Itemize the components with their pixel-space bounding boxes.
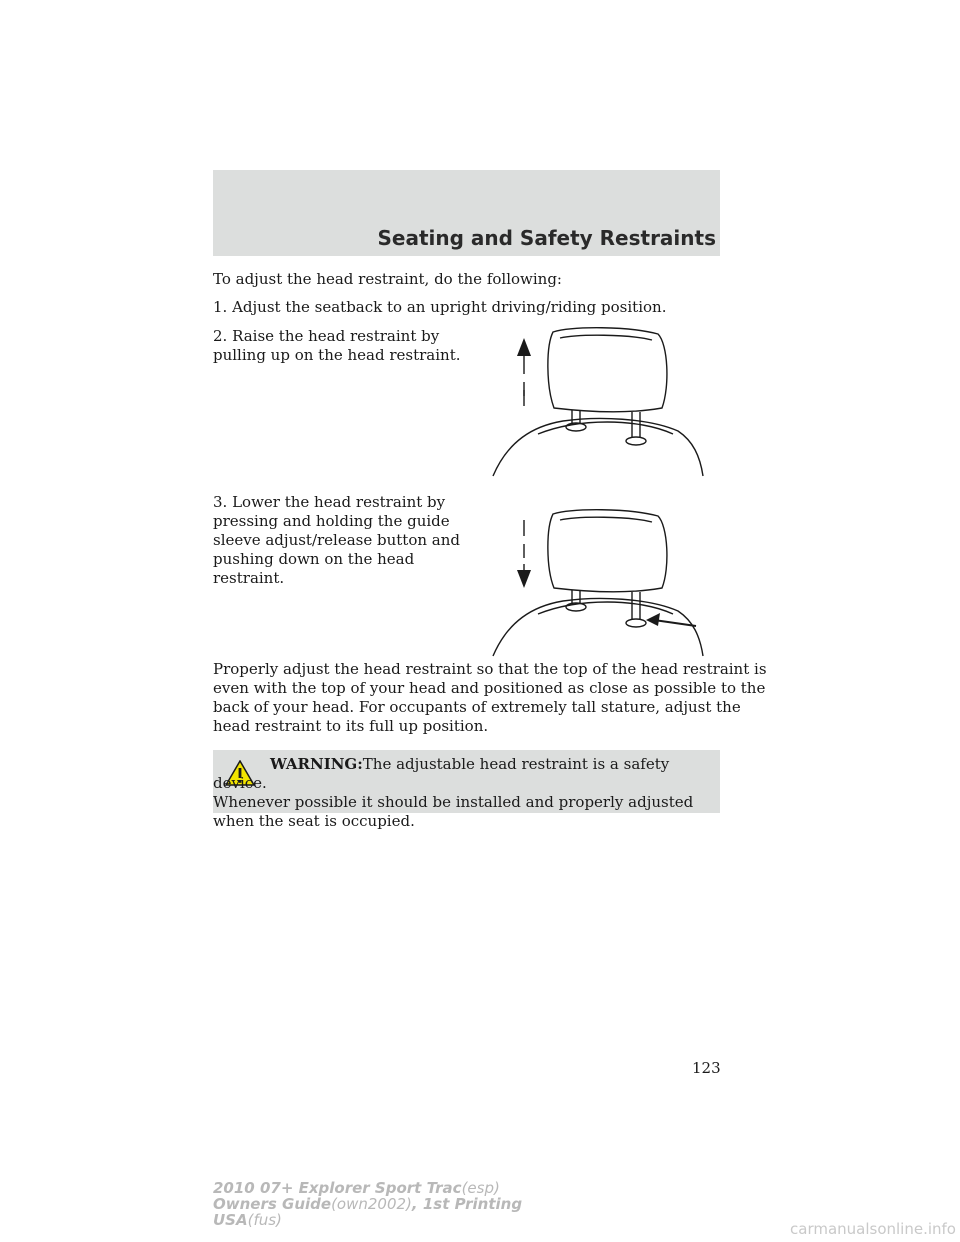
up-arrow-icon [517,338,531,356]
release-button-arrow-icon [646,613,660,626]
footer-printing: , 1st Printing [411,1195,523,1213]
footer-guide-code: (own2002) [331,1195,412,1213]
section-header-band [213,170,720,256]
watermark: carmanualsonline.info [790,1220,956,1238]
intro-text: To adjust the head restraint, do the following: [213,270,562,288]
warning-text: The adjustable head restraint is a safety device. Whenever possible it should be installed and properly adjusted when the seat is occupied. [213,755,694,830]
section-title: Seating and Safety Restraints [377,226,716,250]
raise-head-restraint-illustration [488,326,708,478]
document-footer [213,1180,522,1228]
warning-text-block [213,755,708,831]
adjustment-paragraph: Properly adjust the head restraint so that the top of the head restraint is even with the top of your head and positioned as close as possible to the back of your head. For occupants of extremely tall stature, adjust the head restraint to its full up position. [213,660,767,735]
down-arrow-icon [517,570,531,588]
lower-head-restraint-illustration [488,508,708,658]
warning-label: WARNING: [270,755,363,773]
footer-vehicle: 2010 07+ Explorer Sport Trac [213,1179,462,1197]
footer-guide: Owners Guide [213,1195,332,1213]
step-2-text: 2. Raise the head restraint by pulling up on the head restraint. [213,327,461,364]
step-3-text: 3. Lower the head restraint by pressing and holding the guide sleeve adjust/release button and pushing down on the head restraint. [213,493,460,587]
page-number: 123 [692,1059,721,1077]
footer-market-code: (fus) [247,1211,282,1229]
step-1-text: 1. Adjust the seatback to an upright driving/riding position. [213,298,667,316]
footer-vehicle-code: (esp) [461,1179,500,1197]
footer-market: USA [213,1211,248,1229]
warning-box [213,750,720,830]
